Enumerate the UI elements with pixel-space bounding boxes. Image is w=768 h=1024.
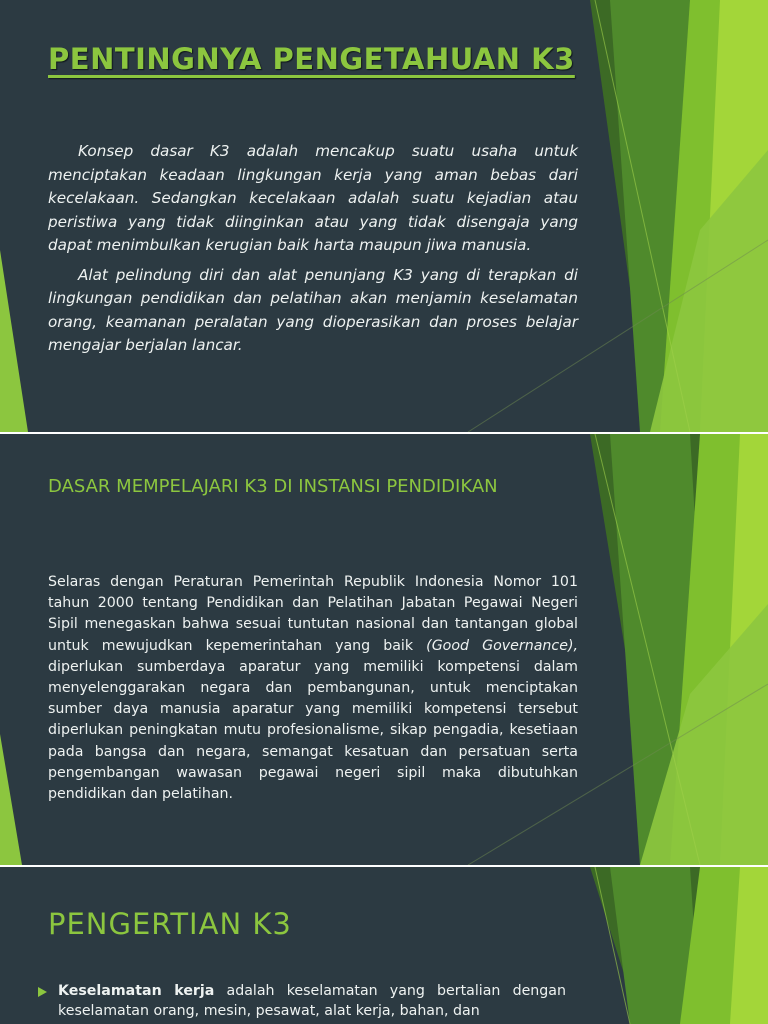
definition-list — [36, 981, 566, 1021]
paragraph: Alat pelindung diri dan alat penunjang K3 yang di terapkan di lingkungan pendidikan dan pelatihan akan menjamin keselamatan orang, keamanan peralatan yang dioperasikan dan proses belajar mengajar berjalan lancar. — [48, 265, 578, 354]
definition: adalah keselamatan yang bertalian dengan keselamatan orang, mesin, pesawat, alat kerja, bahan, dan — [58, 983, 566, 1019]
term: Keselamatan kerja — [58, 983, 215, 999]
slide-pentingnya-k3 — [0, 0, 768, 432]
slide-title: PENGERTIAN K3 — [48, 907, 292, 941]
triangle-bullet-icon — [38, 987, 47, 997]
paragraph: Konsep dasar K3 adalah mencakup suatu usaha untuk menciptakan keadaan lingkungan kerja yang aman bebas dari kecelakaan. Sedangkan kecelakaan adalah suatu kejadian atau peristiwa yang tidak diinginkan atau yang tidak disengaja yang dapat menimbulkan kerugian baik harta maupun jiwa manusia. — [48, 142, 578, 254]
slide-dasar-mempelajari-k3 — [0, 434, 768, 865]
slide-body — [48, 572, 578, 805]
body-text: diperlukan sumberdaya aparatur yang memiliki kompetensi dalam menyelenggarakan negara dan pembangunan, untuk menciptakan sumber daya manusia aparatur yang memiliki kompetensi tersebut diperlukan peningkatan mutu profesionalisme, sikap pengadia, kesetiaan pada bangsa dan negara, semangat kesatuan dan persatuan serta pengembangan wawasan pegawai negeri sipil maka dibutuhkan pendidikan dan pelatihan. — [48, 658, 578, 803]
body-text: Selaras dengan Peraturan Pemerintah Republik Indonesia Nomor 101 tahun 2000 tentang Pendidikan dan Pelatihan Jabatan Pegawai Negeri Sipil menegaskan bahwa sesuai tuntutan nasional dan tantangan global untuk mewujudkan kepemerintahan yang baik — [48, 574, 578, 654]
slide-pengertian-k3 — [0, 867, 768, 1024]
list-item — [36, 981, 566, 1021]
slide-title: DASAR MEMPELAJARI K3 DI INSTANSI PENDIDIKAN — [48, 476, 498, 497]
slide-body — [48, 140, 578, 364]
slide-title: PENTINGNYA PENGETAHUAN K3 — [48, 42, 575, 76]
body-text-italic: (Good Governance), — [426, 637, 578, 654]
